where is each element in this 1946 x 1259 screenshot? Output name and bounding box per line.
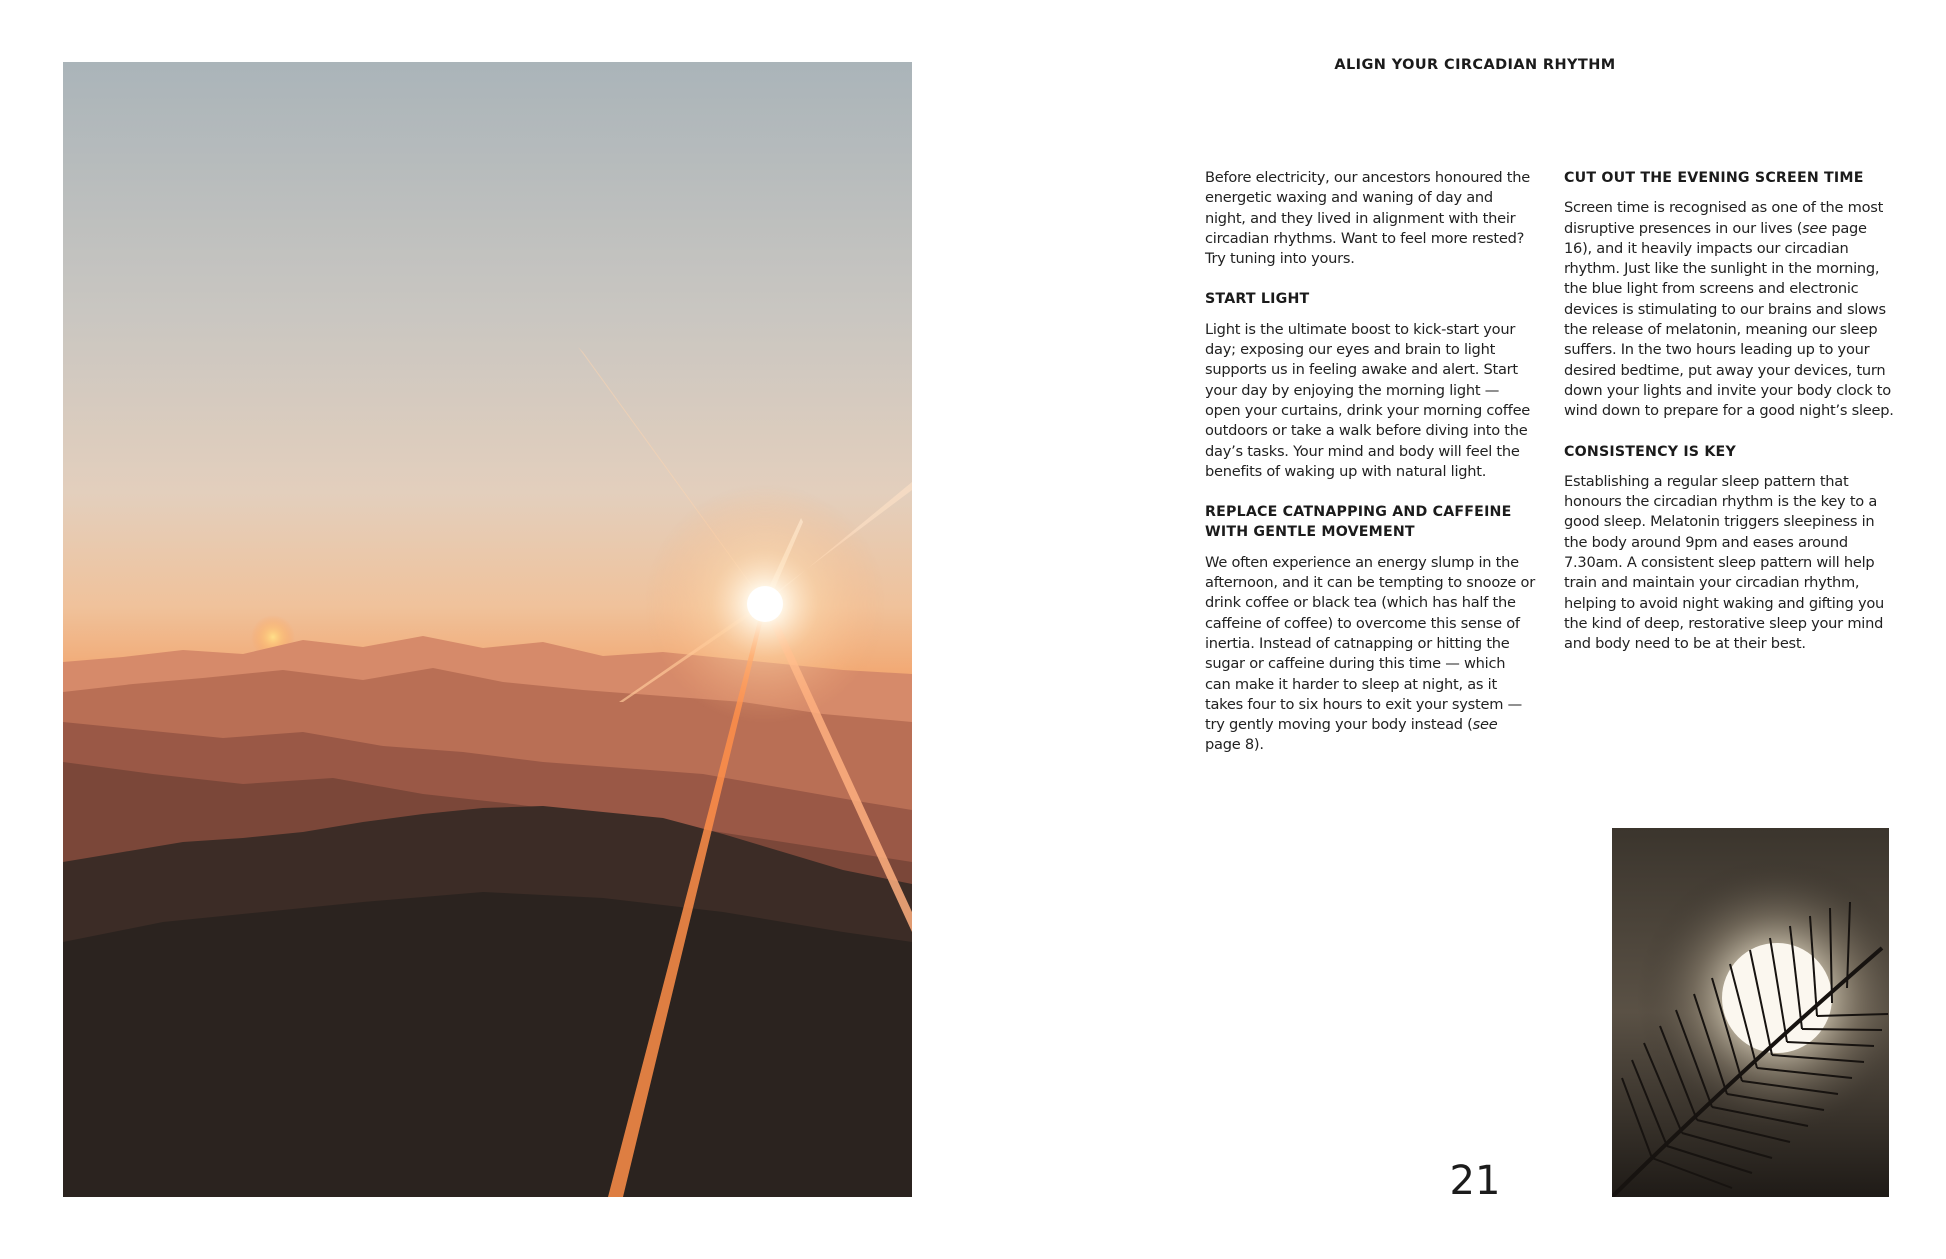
section-heading-consistency: CONSISTENCY IS KEY bbox=[1564, 443, 1736, 460]
see-reference: see bbox=[1472, 716, 1498, 734]
page-number: 21 bbox=[1449, 1158, 1501, 1204]
text-column-left bbox=[1205, 168, 1535, 776]
body-text: Screen time is recognised as one of the most disruptive presences in our lives ( bbox=[1564, 199, 1884, 237]
section-body-start-light: Light is the ultimate boost to kick-start your day; exposing our eyes and brain to light supports us in feeling awake and alert. Start your day by enjoying the morning light — open your curtains, drink your morning coffee outdoors or take a walk before diving into the day’s tasks. Your mind and body will feel the benefits of waking up with natural light. bbox=[1205, 320, 1531, 480]
sunset-mountains-photo bbox=[63, 62, 912, 1197]
text-column-right bbox=[1564, 168, 1894, 675]
section-body-replace-catnapping bbox=[1205, 553, 1535, 756]
section-body-screen-time bbox=[1564, 198, 1894, 421]
running-head: ALIGN YOUR CIRCADIAN RHYTHM bbox=[1334, 57, 1616, 73]
section-heading-replace-catnapping: REPLACE CATNAPPING AND CAFFEINE WITH GENTLE MOVEMENT bbox=[1205, 504, 1512, 541]
section-body-consistency: Establishing a regular sleep pattern that honours the circadian rhythm is the key to a good sleep. Melatonin triggers sleepiness in the body around 9pm and eases around 7.30am. A consistent sleep pattern will help train and maintain your circadian rhythm, helping to avoid night waking and gifting you the kind of deep, restorative sleep your mind and body need to be at their best. bbox=[1564, 472, 1885, 653]
intro-paragraph: Before electricity, our ancestors honoured the energetic waxing and waning of day and night, and they lived in alignment with their circadian rhythms. Want to feel more rested? Try tuning into yours. bbox=[1205, 169, 1531, 268]
body-text: We often experience an energy slump in the afternoon, and it can be tempting to snooze or drink coffee or black tea (which has half the caffeine of coffee) to overcome this sense of inertia. Instead of catnapping or hitting the sugar or caffeine during this time — which can make it harder to sleep at night, as it takes four to six hours to exit your system — try gently moving your body instead ( bbox=[1205, 553, 1535, 734]
palm-moon-photo bbox=[1612, 828, 1889, 1197]
section-heading-start-light: START LIGHT bbox=[1205, 291, 1310, 308]
body-text: page 8). bbox=[1205, 736, 1264, 754]
body-text: page 16), and it heavily impacts our circadian rhythm. Just like the sunlight in the morning, the blue light from screens and electronic devices is stimulating to our brains and slows the release of melatonin, meaning our sleep suffers. In the two hours leading up to your desired bedtime, put away your devices, turn down your lights and invite your body clock to wind down to prepare for a good night’s sleep. bbox=[1564, 219, 1894, 420]
section-heading-screen-time: CUT OUT THE EVENING SCREEN TIME bbox=[1564, 170, 1864, 186]
see-reference: see bbox=[1802, 219, 1827, 237]
